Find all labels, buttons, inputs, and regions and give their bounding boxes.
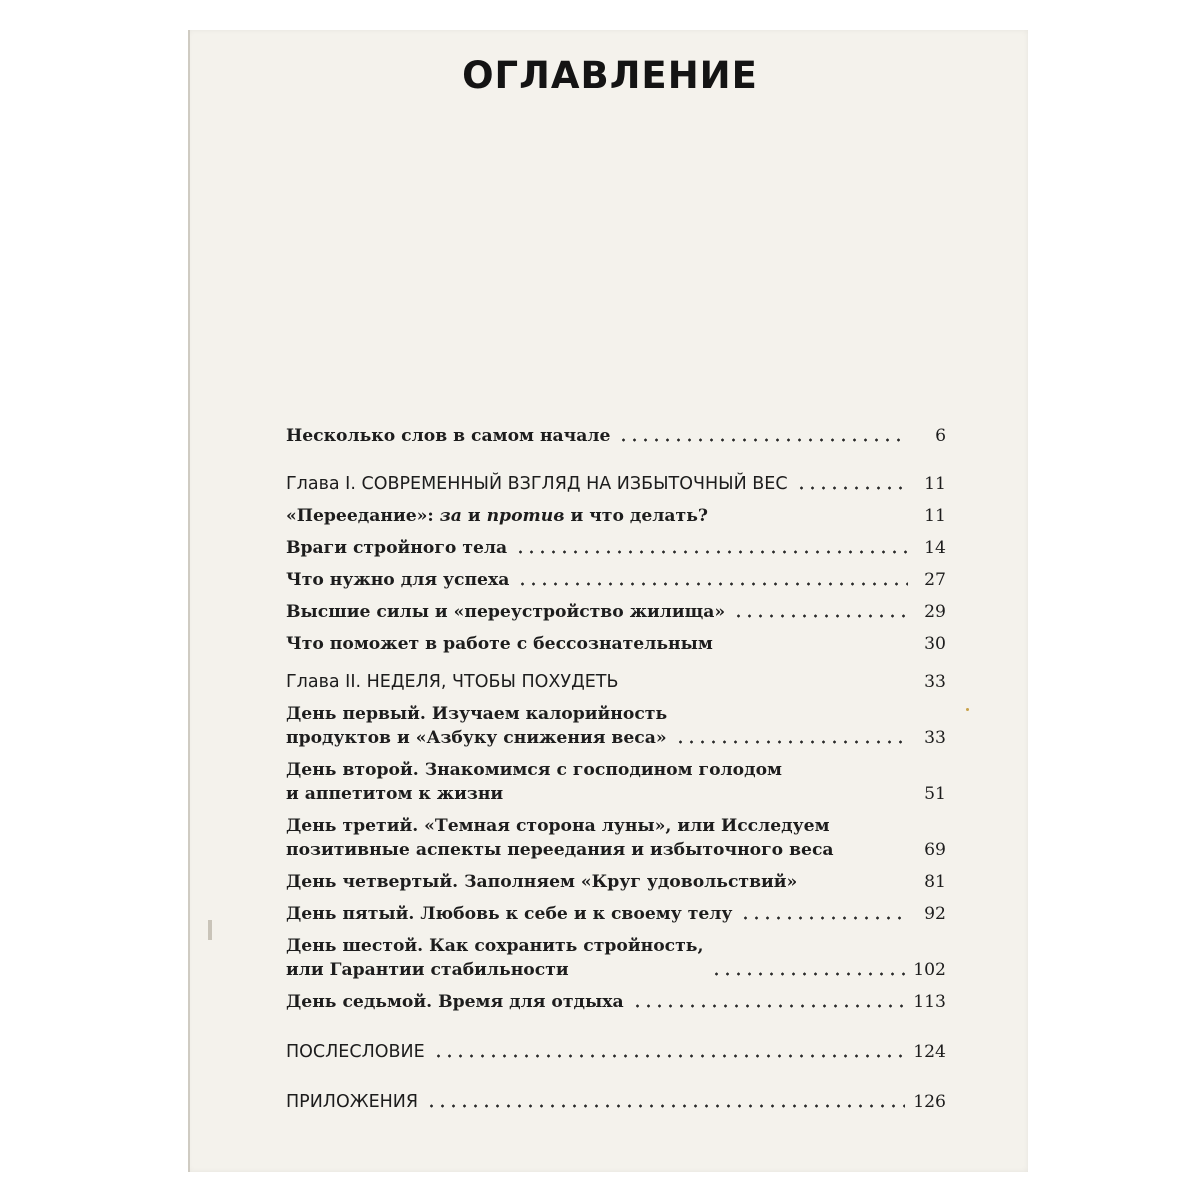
dot-leader — [433, 1054, 906, 1058]
toc-entry-text: Несколько слов в самом начале — [286, 426, 611, 446]
toc-entry-text: Глава II. НЕДЕЛЯ, ЧТОБЫ ПОХУДЕТЬ — [286, 672, 619, 692]
paper-mark — [208, 920, 212, 940]
toc-page-number: 81 — [924, 872, 946, 892]
toc-entry-intro — [286, 424, 946, 448]
toc-entry-day-6 — [286, 934, 946, 982]
toc-page-number: 92 — [924, 904, 946, 924]
dot-leader — [618, 438, 908, 442]
toc-entry-day-2 — [286, 758, 946, 806]
text-line: День второй. Знакомимся с господином голодом — [286, 760, 782, 780]
toc-entry-text: Высшие силы и «переустройство жилища» — [286, 602, 726, 622]
page-title: ОГЛАВЛЕНИЕ — [462, 54, 758, 97]
paper-speck — [966, 708, 969, 711]
toc-page-number: 102 — [913, 960, 946, 980]
text-line: День первый. Изучаем калорийность — [286, 704, 668, 724]
toc-entry-appendices — [286, 1090, 946, 1114]
toc-page-number: 27 — [924, 570, 946, 590]
toc-entry-day-7 — [286, 990, 946, 1014]
toc-page-number: 11 — [924, 506, 946, 526]
dot-leader — [733, 614, 908, 618]
text-part-italic: против — [486, 506, 565, 526]
toc-entry-text — [286, 504, 708, 528]
toc-entry-text: День пятый. Любовь к себе и к своему телу — [286, 904, 733, 924]
dot-leader — [740, 916, 908, 920]
dot-leader — [632, 1004, 906, 1008]
toc-page-number: 30 — [924, 634, 946, 654]
toc-entry-day-4 — [286, 870, 946, 894]
toc-page-number: 29 — [924, 602, 946, 622]
toc-page-number: 126 — [913, 1092, 946, 1112]
toc-page-number: 51 — [924, 784, 946, 804]
text-part: и — [461, 506, 487, 526]
text-line: День третий. «Темная сторона луны», или Исследуем — [286, 816, 830, 836]
toc-entry-text: Что нужно для успеха — [286, 570, 510, 590]
toc-entry-day-3 — [286, 814, 946, 862]
text-line: и аппетитом к жизни — [286, 784, 504, 804]
dot-leader — [675, 740, 908, 744]
text-line: продуктов и «Азбуку снижения веса» — [286, 728, 667, 748]
dot-leader — [790, 796, 908, 800]
page-edge — [188, 30, 190, 1172]
dot-leader — [842, 852, 908, 856]
toc-entry-success — [286, 568, 946, 592]
toc-entry-enemies — [286, 536, 946, 560]
toc-page-number: 69 — [924, 840, 946, 860]
toc-entry-text: Что поможет в работе с бессознательным — [286, 634, 713, 654]
dot-leader — [796, 486, 908, 490]
toc-entry-text: Враги стройного тела — [286, 538, 508, 558]
toc-page-number: 124 — [913, 1042, 946, 1062]
toc-page-number: 6 — [935, 426, 946, 446]
toc-entry-chapter-2 — [286, 670, 946, 694]
toc-entry-text — [286, 814, 834, 862]
toc-entry-afterword — [286, 1040, 946, 1064]
toc-entry-text: День седьмой. Время для отдыха — [286, 992, 624, 1012]
toc-entry-text — [286, 702, 667, 750]
dot-leader — [426, 1104, 905, 1108]
toc-page-number: 33 — [924, 672, 946, 692]
toc-entry-text: ПРИЛОЖЕНИЯ — [286, 1092, 419, 1112]
toc-entry-overeating — [286, 504, 946, 528]
text-line: День шестой. Как сохранить стройность, — [286, 936, 704, 956]
toc-page-number: 11 — [924, 474, 946, 494]
dot-leader — [515, 550, 908, 554]
dot-leader — [517, 582, 908, 586]
text-line: позитивные аспекты переедания и избыточного веса — [286, 840, 834, 860]
dot-leader — [627, 684, 909, 688]
text-part-italic: за — [439, 506, 462, 526]
text-line: или Гарантии стабильности — [286, 960, 569, 980]
toc-entry-text: ПОСЛЕСЛОВИЕ — [286, 1042, 425, 1062]
dot-leader — [711, 972, 905, 976]
toc-entry-day-1 — [286, 702, 946, 750]
table-of-contents — [286, 424, 946, 1114]
dot-leader — [805, 884, 908, 888]
toc-page-number: 14 — [924, 538, 946, 558]
toc-entry-unconscious — [286, 632, 946, 656]
toc-entry-day-5 — [286, 902, 946, 926]
toc-entry-text — [286, 758, 782, 806]
toc-page-number: 113 — [913, 992, 946, 1012]
dot-leader — [716, 518, 908, 522]
toc-page-number: 33 — [924, 728, 946, 748]
toc-entry-higher-powers — [286, 600, 946, 624]
toc-entry-text — [286, 934, 703, 982]
text-part: «Переедание»: — [286, 506, 440, 526]
text-part: и что делать? — [564, 506, 708, 526]
toc-entry-text: Глава I. СОВРЕМЕННЫЙ ВЗГЛЯД НА ИЗБЫТОЧНЫЙ ВЕС — [286, 474, 788, 494]
dot-leader — [721, 646, 908, 650]
toc-entry-text: День четвертый. Заполняем «Круг удовольствий» — [286, 872, 798, 892]
toc-entry-chapter-1 — [286, 472, 946, 496]
